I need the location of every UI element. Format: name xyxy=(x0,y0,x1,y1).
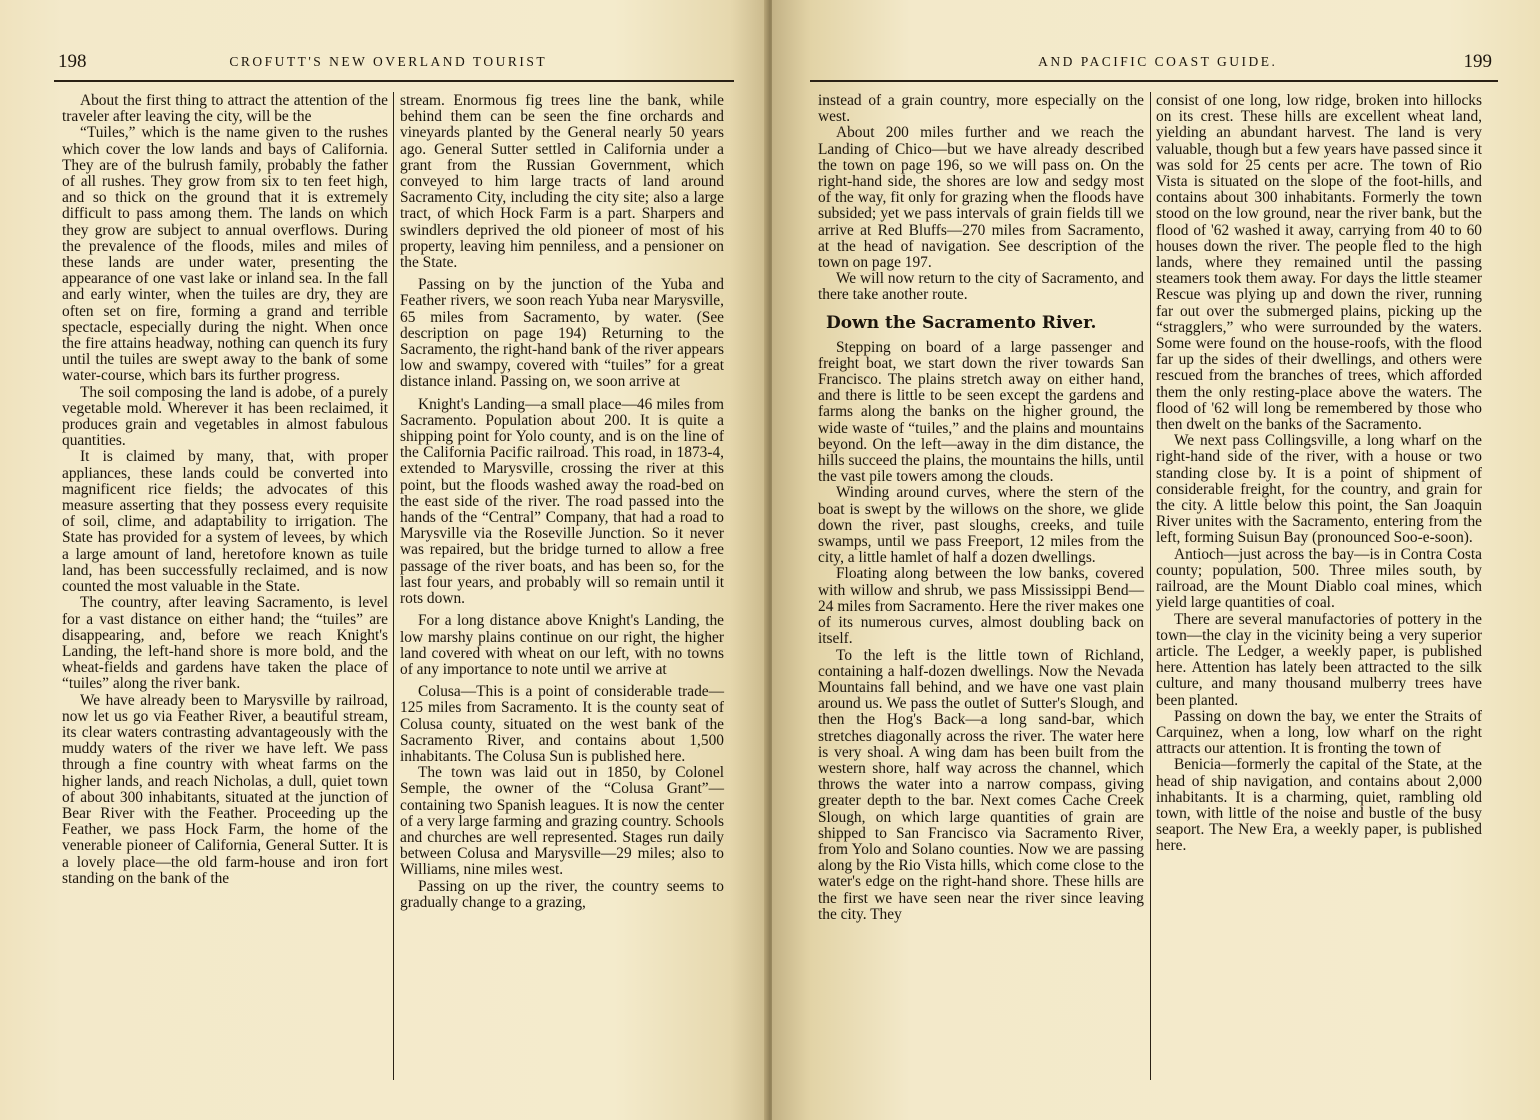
left-page-header xyxy=(58,48,730,76)
paragraph: Knight's Landing—a small place—46 miles from Sacramento. Population about 200. It is quite a shipping point for Yolo county, and is on the line of the California Pacific railroad. This road, in 1873-4, extended to Marysville, crossing the river at this point, but the floods washed away the road-bed on the east side of the river. The road passed into the hands of the “Central” Company, that had a road to Marysville via the Roseville Junction. So it never was repaired, but the bridge turned to allow a free passage of the river boats, and has been so, for the last four years, and probably will so remain until it rots down. xyxy=(400,395,724,608)
paragraph: For a long distance above Knight's Landing, the low marshy plains continue on our right, the higher land covered with wheat on our left, with no towns of any importance to note until we arrive at xyxy=(400,612,724,678)
paragraph: There are several manufactories of pottery in the town—the clay in the vicinity being a very superior article. The Ledger, a weekly paper, is published here. Attention has lately been attracted to the silk culture, and many thousand mulberry trees have been planted. xyxy=(1156,610,1482,709)
left-page xyxy=(0,0,768,1120)
paragraph: Passing on down the bay, we enter the Straits of Carquinez, when a long, low wharf on the right attracts our attention. It is fronting the town of xyxy=(1156,707,1482,758)
paragraph: We next pass Collingsville, a long wharf on the right-hand side of the river, with a house or two standing close by. It is a point of shipment of considerable freight, for the country, and grain for the city. A little below this point, the San Joaquin River unites with the Sacramento, entering from the left, forming Suisun Bay (pronounced Soo-e-soon). xyxy=(1156,432,1482,547)
right-page-header xyxy=(812,48,1492,76)
right-page xyxy=(772,0,1540,1120)
paragraph: The soil composing the land is adobe, of a purely vegetable mold. Wherever it has been reclaimed, it produces grain and vegetables in almost fabulous quantities. xyxy=(62,383,388,450)
left-column-divider xyxy=(393,92,394,1080)
section-title: Down the Sacramento River. xyxy=(826,312,1097,333)
right-running-head: AND PACIFIC COAST GUIDE. xyxy=(1038,54,1278,69)
right-column-2 xyxy=(1156,93,1482,855)
left-column-2 xyxy=(400,93,724,911)
paragraph: The country, after leaving Sacramento, is level for a vast distance on either hand; the “tuiles” are disappearing, and, before we reach Knight's Landing, the left-hand shore is more bold, and the wheat-fields and gardens have taken the place of “tuiles” along the river bank. xyxy=(62,594,388,693)
paragraph: Passing on by the junction of the Yuba and Feather rivers, we soon reach Yuba near Marysville, 65 miles from Sacramento, by water. (See description on page 194) Returning to the Sacramento, the right-hand bank of the river appears low and swampy, covered with “tuiles” for a great distance inland. Passing on, we soon arrive at xyxy=(400,276,724,391)
paragraph: We have already been to Marysville by railroad, now let us go via Feather River, a beautiful stream, its clear waters contrasting advantageously with the muddy waters of the river we have left. We pass through a fine country with wheat farms on the higher lands, and reach Nicholas, a dull, quiet town of about 300 inhabitants, situated at the junction of Bear River with the Feather. Proceeding up the Feather, we pass Hock Farm, the home of the venerable pioneer of California, General Sutter. It is a lovely place—the old farm-house and iron fort standing on the bank of the xyxy=(62,691,388,887)
paragraph: We will now return to the city of Sacramento, and there take another route. xyxy=(818,270,1144,304)
paragraph: To the left is the little town of Richland, containing a half-dozen dwellings. Now the Nevada Mountains fall behind, and we have one vast plain around us. We pass the outlet of Sutter's Slough, and then the Hog's Back—a long sand-bar, which stretches diagonally across the river. The water here is very shoal. A wing dam has been built from the western shore, half way across the channel, which throws the water into a narrow compass, giving greater depth to the bar. Next comes Cache Creek Slough, on which large quantities of grain are shipped to San Francisco via Sacramento River, from Yolo and Solano counties. Now we are passing along by the Rio Vista hills, which come close to the water's edge on the right-hand shore. These hills are the first we have seen near the river since leaving the city. They xyxy=(818,646,1144,923)
right-column-divider xyxy=(1150,92,1151,1080)
paragraph: instead of a grain country, more especially on the west. xyxy=(818,92,1144,126)
right-page-number: 199 xyxy=(1463,51,1492,72)
paragraph: About the first thing to attract the attention of the traveler after leaving the city, will be the xyxy=(62,92,388,126)
paragraph: “Tuiles,” which is the name given to the rushes which cover the low lands and bays of California. They are of the bulrush family, probably the father of all rushes. They grow from six to ten feet high, and so thick on the ground that it is extremely difficult to pass among them. The lands on which they grow are subject to annual overflows. During the prevalence of the floods, miles and miles of these lands are under water, presenting the appearance of one vast lake or inland sea. In the fall and early winter, when the tuiles are dry, they are often set on fire, forming a grand and terrible spectacle, especially during the night. When once the fire attains headway, nothing can quench its fury until the tuiles are swept away to the bank of some water-course, which bars its further progress. xyxy=(62,124,388,385)
paragraph: Winding around curves, where the stern of the boat is swept by the willows on the shore, we glide down the river, past sloughs, creeks, and tuile swamps, until we pass Freeport, 12 miles from the city, a little hamlet of half a dozen dwellings. xyxy=(818,484,1144,567)
left-column-1 xyxy=(62,93,388,887)
paragraph: Floating along between the low banks, covered with willow and shrub, we pass Mississippi Bend—24 miles from Sacramento. Here the river makes one of its numerous curves, almost doubling back on itself. xyxy=(818,565,1144,648)
right-header-rule xyxy=(810,80,1498,82)
left-running-head: CROFUTT'S NEW OVERLAND TOURIST xyxy=(229,54,548,69)
paragraph: stream. Enormous fig trees line the bank, while behind them can be seen the fine orchards and vineyards planted by the General nearly 50 years ago. General Sutter settled in California under a grant from the Russian Government, which conveyed to him large tracts of land around Sacramento City, including the city site; also a large tract, of which Hock Farm is a part. Sharpers and swindlers deprived the old pioneer of most of his property, leaving him penniless, and a pensioner on the State. xyxy=(400,92,724,272)
paragraph: Antioch—just across the bay—is in Contra Costa county; population, 500. Three miles south, by railroad, are the Mount Diablo coal mines, which yield large quantities of coal. xyxy=(1156,545,1482,612)
paragraph: It is claimed by many, that, with proper appliances, these lands could be converted into magnificent rice fields; the advocates of this measure asserting that they possess every requisite of soil, clime, and adaptability to irrigation. The State has provided for a system of levees, by which a large amount of land, heretofore known as tuile land, has been successfully reclaimed, and is now counted the most valuable in the State. xyxy=(62,448,388,596)
paragraph: The town was laid out in 1850, by Colonel Semple, the owner of the “Colusa Grant”—containing two Spanish leagues. It is now the center of a very large farming and grazing country. Schools and churches are well represented. Stages run daily between Colusa and Marysville—29 miles; also to Williams, nine miles west. xyxy=(400,764,724,879)
paragraph: Passing on up the river, the country seems to gradually change to a grazing, xyxy=(400,877,724,911)
left-page-number: 198 xyxy=(58,51,87,72)
paragraph: Colusa—This is a point of considerable trade—125 miles from Sacramento. It is the county seat of Colusa county, situated on the west bank of the Sacramento River, and contains about 1,500 inhabitants. The Colusa Sun is published here. xyxy=(400,683,724,765)
left-header-rule xyxy=(54,80,734,82)
paragraph: Benicia—formerly the capital of the State, at the head of ship navigation, and contains about 2,000 inhabitants. It is a charming, quiet, rambling old town, with little of the noise and bustle of the busy seaport. The New Era, a weekly paper, is published here. xyxy=(1156,756,1482,855)
paragraph: Stepping on board of a large passenger and freight boat, we start down the river towards San Francisco. The plains stretch away on either hand, and there is little to be seen except the gardens and farms along the banks on the higher ground, the wide waste of “tuiles,” and the plains and mountains beyond. On the left—away in the dim distance, the hills succeed the plains, the mountains the hills, until the vast pile towers among the clouds. xyxy=(818,338,1144,486)
paragraph: About 200 miles further and we reach the Landing of Chico—but we have already described the town on page 196, so we will pass on. On the right-hand side, the shores are low and sedgy most of the way, fit only for grazing when the floods have subsided; yet we pass intervals of grain fields till we arrive at Red Bluffs—270 miles from Sacramento, at the head of navigation. See description of the town on page 197. xyxy=(818,124,1144,272)
right-column-1 xyxy=(818,93,1144,923)
paragraph: consist of one long, low ridge, broken into hillocks on its crest. These hills are excellent wheat land, yielding an abundant harvest. The land is very valuable, though but a few years have passed since it was sold for 25 cents per acre. The town of Rio Vista is situated on the slope of the foot-hills, and contains about 300 inhabitants. Formerly the town stood on the low ground, near the river bank, but the flood of '62 washed it away, carrying from 40 to 60 houses down the river. The people fled to the high lands, where they remained until the passing steamers took them away. For days the little steamer Rescue was plying up and down the river, running far out over the submerged plains, picking up the “stragglers,” who were surrounded by the waters. Some were found on the house-roofs, with the flood far up the sides of their dwellings, and others were rescued from the branches of trees, which afforded them the only resting-place above the waters. The flood of '62 will long be remembered by those who then dwelt on the banks of the Sacramento. xyxy=(1156,92,1482,434)
